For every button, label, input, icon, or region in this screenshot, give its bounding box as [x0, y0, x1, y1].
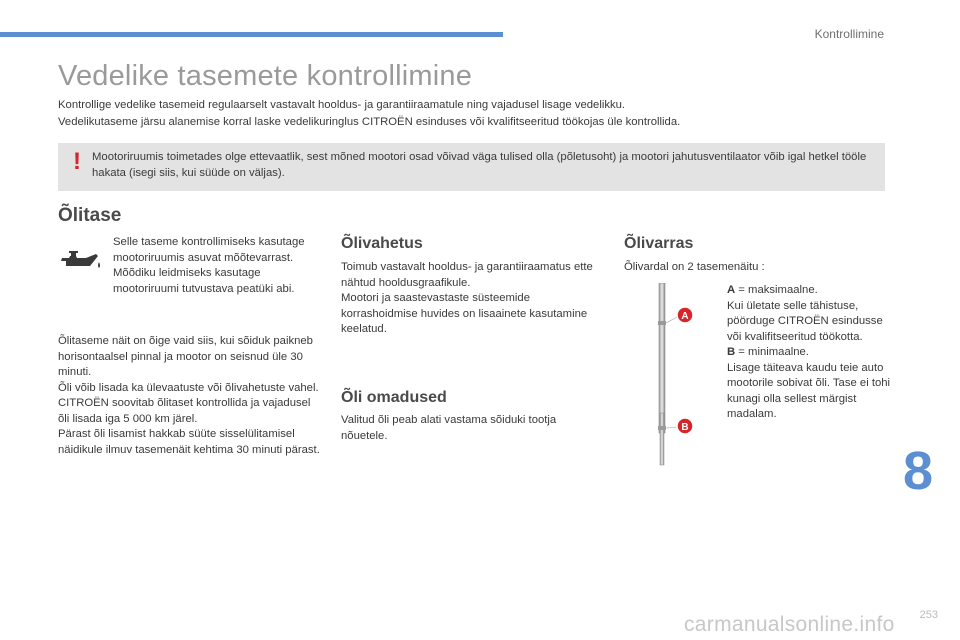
- olitase-paragraph: Õlitaseme näit on õige vaid siis, kui sõiduk paikneb horisontaalsel pinnal ja mootor on seisnud üle 30 minuti.: [58, 335, 313, 378]
- oli-omadused-heading: Õli omadused: [341, 389, 447, 406]
- legend-b-line: [727, 345, 897, 361]
- legend-a-key: A: [727, 284, 736, 296]
- marker-a: [677, 307, 693, 323]
- marker-b: [677, 418, 693, 434]
- oli-omadused-text: Valitud õli peab alati vastama sõiduki tootja nõuetele.: [341, 414, 557, 442]
- intro-text: [58, 97, 898, 130]
- legend-b-text: Lisage täiteava kaudu teie auto mootorile sobivat õli. Tase ei tohi kunagi olla sellest märgist madalam.: [727, 361, 891, 420]
- legend-a-text: Kui ületate selle tähistuse, pöörduge CITROËN esindusse või kvalifitseeritud töökotta.: [727, 299, 883, 343]
- olivarras-intro: Õlivardal on 2 tasemenäitu :: [624, 261, 765, 273]
- olivahetus-paragraph: Toimub vastavalt hooldus- ja garantiiraamatus ette nähtud hooldusgraafikule.: [341, 261, 593, 289]
- exclamation-icon: !: [73, 148, 81, 175]
- legend-a-label: = maksimaalne.: [735, 284, 818, 296]
- intro-line: Vedelikutaseme järsu alanemise korral laske vedelikuringlus CITROËN esinduses või kvalifitseeritud töökojas üle kontrollida.: [58, 115, 681, 128]
- olivarras-heading: Õlivarras: [624, 235, 694, 252]
- marker-b-label: B: [681, 422, 689, 433]
- page-title: Vedelike tasemete kontrollimine: [58, 60, 473, 92]
- watermark: carmanualsonline.info: [684, 613, 895, 636]
- chapter-number: 8: [903, 441, 934, 501]
- olitase-heading: Õlitase: [58, 205, 122, 226]
- dipstick-illustration: [645, 283, 705, 468]
- olivahetus-heading: Õlivahetus: [341, 235, 423, 252]
- olitase-text: [58, 334, 320, 458]
- legend-b-label: = minimaalne.: [735, 346, 809, 358]
- warning-text: Mootoriruumis toimetades olge ettevaatlik, sest mõned mootori osad võivad väga tulised olla (põletusoht) ja mootori jahutusventilaator võib igal hetkel tööle hakata (isegi siis, kui süüde on väljas).: [92, 151, 867, 179]
- olivahetus-paragraph: Mootori ja saastevastaste süsteemide korrashoidmise huvides on lisaainete kasutamine keelatud.: [341, 292, 588, 335]
- olitase-check-text: Selle taseme kontrollimiseks kasutage mootoriruumis asuvat mõõtevarrast. Mõõdiku leidmiseks kasutage mootoriruumi tutvustava peatüki abi.: [113, 236, 305, 295]
- olitase-paragraph: Õli võib lisada ka ülevaatuste või õlivahetuste vahel. CITROËN soovitab õlitaset kontrollida ja vajadusel õli lisada iga 5 000 km järel.: [58, 381, 319, 425]
- intro-line: Kontrollige vedelike tasemeid regulaarselt vastavalt hooldus- ja garantiiraamatule ning vajadusel lisage vedelikku.: [58, 99, 626, 111]
- olivahetus-text: [341, 260, 603, 338]
- legend-a-line: [727, 283, 897, 299]
- top-accent-bar: [0, 32, 503, 37]
- section-name: Kontrollimine: [814, 27, 884, 41]
- legend-b-key: B: [727, 346, 736, 358]
- olitase-paragraph: Pärast õli lisamist hakkab süüte sisselülitamisel näidikule ilmuv tasemenäit kehtima 30 minuti pärast.: [58, 428, 320, 456]
- oil-can-icon: [58, 249, 102, 275]
- marker-a-label: A: [681, 311, 689, 322]
- page-number: 253: [919, 609, 938, 621]
- dipstick-legend: [727, 283, 897, 423]
